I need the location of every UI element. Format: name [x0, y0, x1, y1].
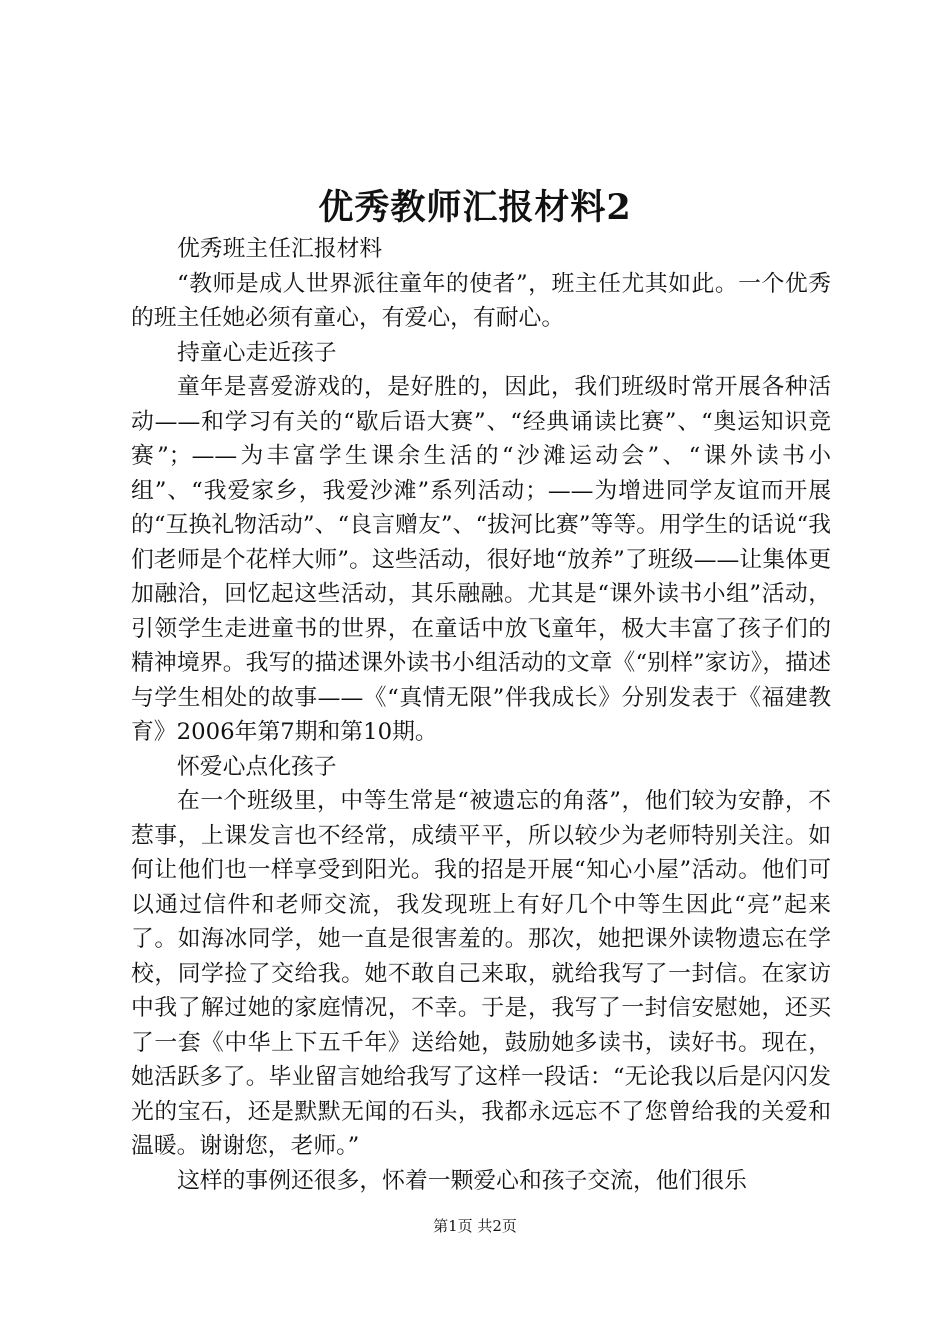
- section-heading: 持童心走近孩子: [177, 339, 337, 366]
- body-paragraph: 在一个班级里，中等生常是“被遗忘的角落”，他们较为安静，不惹事，上课发言也不经常，成绩平平，所以较少为老师特别关注。如何让他们也一样享受到阳光。我的招是开展“知心小屋”活动。他们可以通过信件和老师交流，我发现班上有好几个中等生因此“亮”起来了。如海冰同学，她一直是很害羞的。那次，她把课外读物遗忘在学校，同学捡了交给我。她不敢自己来取，就给我写了一封信。在家访中我了解过她的家庭情况，不幸。于是，我写了一封信安慰她，还买了一套《中华上下五千年》送给她，鼓励她多读书，读好书。现在，她活跃多了。毕业留言她给我写了这样一段话：“无论我以后是闪闪发光的宝石，还是默默无闻的石头，我都永远忘不了您曾给我的关爱和温暖。谢谢您，老师。”: [131, 788, 831, 1159]
- document-body: [131, 232, 831, 1198]
- body-paragraph: 这样的事例还很多，怀着一颗爱心和孩子交流，他们很乐: [177, 1167, 747, 1194]
- body-paragraph: “教师是成人世界派往童年的使者”，班主任尤其如此。一个优秀的班主任她必须有童心，有爱心，有耐心。: [131, 270, 831, 331]
- section-heading: 优秀班主任汇报材料: [177, 236, 383, 262]
- section-heading: 怀爱心点化孩子: [177, 753, 337, 780]
- body-paragraph: 童年是喜爱游戏的，是好胜的，因此，我们班级时常开展各种活动——和学习有关的“歇后语大赛”、“经典诵读比赛”、“奥运知识竞赛”；——为丰富学生课余生活的“沙滩运动会”、“课外读书小组”、“我爱家乡，我爱沙滩”系列活动；——为增进同学友谊而开展的“互换礼物活动”、“良言赠友”、“拔河比赛”等等。用学生的话说“我们老师是个花样大师”。这些活动，很好地“放养”了班级——让集体更加融洽，回忆起这些活动，其乐融融。尤其是“课外读书小组”活动，引领学生走进童书的世界，在童话中放飞童年，极大丰富了孩子们的精神境界。我写的描述课外读书小组活动的文章《“别样”家访》，描述与学生相处的故事——《“真情无限”伴我成长》分别发表于《福建教育》2006年第7期和第10期。: [131, 374, 831, 745]
- page-footer: 第1页 共2页: [433, 1217, 517, 1235]
- document-title: 优秀教师汇报材料2: [318, 187, 632, 228]
